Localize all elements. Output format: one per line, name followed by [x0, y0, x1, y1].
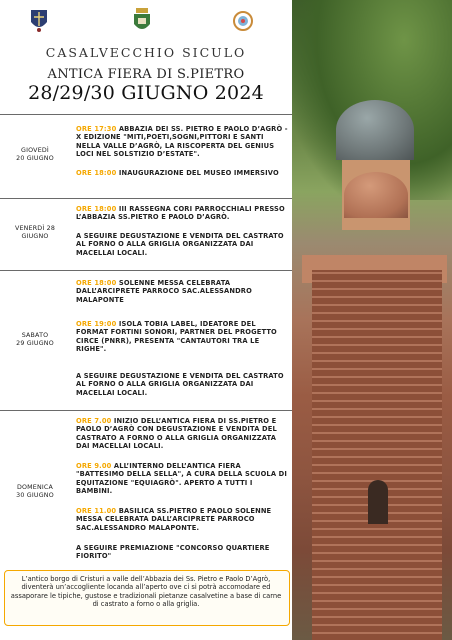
event-item [76, 372, 288, 397]
event-item [76, 320, 288, 354]
event-time: ORE 19:00 [76, 320, 117, 328]
day-label-thursday: GIOVEDÌ 20 GIUGNO [16, 147, 54, 162]
event-time: ORE 17:30 [76, 125, 117, 133]
event-item [76, 125, 288, 159]
abbey-photo [292, 0, 452, 640]
event-text: ALL’INTERNO DELL’ANTICA FIERA "BATTESIMO DELLA SELLA", A CURA DELLA SCUOLA DI EQUITAZIONE "EQUIAGRÒ". APERTO A TUTTI I BAMBINI. [76, 462, 287, 496]
church-lower-dome [344, 172, 408, 218]
fair-title: ANTICA FIERA DI S.PIETRO [47, 67, 245, 82]
event-time: ORE 18:00 [76, 279, 117, 287]
diocese-coat-of-arms-icon [28, 8, 50, 34]
fair-dates: 28/29/30 GIUGNO 2024 [28, 82, 264, 104]
association-emblem-icon [232, 8, 254, 34]
brick-tower [312, 270, 442, 640]
event-text: SOLENNE MESSA CELEBRATA DALL’ARCIPRETE PARROCO SAC.ALESSANDRO MALAPONTE [76, 279, 252, 304]
separator [0, 198, 292, 199]
tower-window [368, 480, 388, 524]
event-item [76, 417, 288, 451]
footer-note: L’antico borgo di Cristuri a valle dell’Abbazia dei Ss. Pietro e Paolo D’Agrò, diventerà un’accogliente locanda all’aperto ove ci si potrà accomodare ed assaporare le tipiche, gustose e tradizionali pietanze casalvetine a base di carne di castrato a forno o alla griglia. [10, 575, 282, 609]
event-item [76, 205, 288, 222]
event-text: A SEGUIRE DEGUSTAZIONE E VENDITA DEL CASTRATO AL FORNO O ALLA GRIGLIA ORGANIZZATA DAI MACELLAI LOCALI. [76, 372, 284, 397]
event-text: A SEGUIRE PREMIAZIONE "CONCORSO QUARTIERE FIORITO" [76, 544, 270, 561]
event-text: A SEGUIRE DEGUSTAZIONE E VENDITA DEL CASTRATO AL FORNO O ALLA GRIGLIA ORGANIZZATA DAI MACELLAI LOCALI. [76, 232, 284, 257]
event-time: ORE 18:00 [76, 169, 117, 177]
separator [0, 270, 292, 271]
event-item [76, 169, 288, 177]
event-time: ORE 11.00 [76, 507, 117, 515]
event-item [76, 462, 288, 496]
separator [0, 114, 292, 115]
event-text: BASILICA SS.PIETRO E PAOLO SOLENNE MESSA CELEBRATA DALL’ARCIPRETE PARROCO SAC.ALESSANDRO MALAPONTE. [76, 507, 272, 532]
municipality-coat-of-arms-icon [131, 8, 153, 34]
event-time: ORE 18:00 [76, 205, 117, 213]
event-text: ABBAZIA DEI SS. PIETRO E PAOLO D’AGRÒ - X EDIZIONE "MITI,POETI,SOGNI,PITTORI E SANTI NELLA VALLE D’AGRÒ, LA RISCOPERTA DEL GENIUS LOCI NEL SOLSTIZIO D’ESTATE". [76, 125, 288, 159]
event-item [76, 232, 288, 257]
event-time: ORE 7.00 [76, 417, 112, 425]
separator [0, 410, 292, 411]
event-item [76, 279, 288, 304]
day-label-saturday: SABATO 29 GIUGNO [16, 332, 54, 347]
event-text: INIZIO DELL’ANTICA FIERA DI SS.PIETRO E PAOLO D’AGRÒ CON DEGUSTAZIONE E VENDITA DEL CASTRATO A FORNO O ALLA GRIGLIA ORGANIZZATA DAI MACELLAI LOCALI. [76, 417, 277, 451]
event-text: III RASSEGNA CORI PARROCCHIALI PRESSO L’ABBAZIA SS.PIETRO E PAOLO D’AGRÒ. [76, 205, 285, 222]
day-label-friday: VENERDÌ 28 GIUGNO [14, 225, 56, 240]
town-name: CASALVECCHIO SICULO [45, 45, 247, 60]
event-text: ISOLA TOBIA LABEL, IDEATORE DEL FORMAT FORTINI SONORI, PARTNER DEL PROGETTO CIRCE (PNRR), PRESENTA "CANTAUTORI TRA LE RIGHE". [76, 320, 277, 354]
event-item [76, 544, 288, 561]
event-time: ORE 9.00 [76, 462, 112, 470]
day-label-sunday: DOMENICA 30 GIUGNO [16, 484, 54, 499]
church-dome [336, 100, 414, 160]
event-item [76, 507, 288, 532]
event-text: INAUGURAZIONE DEL MUSEO IMMERSIVO [116, 169, 279, 177]
